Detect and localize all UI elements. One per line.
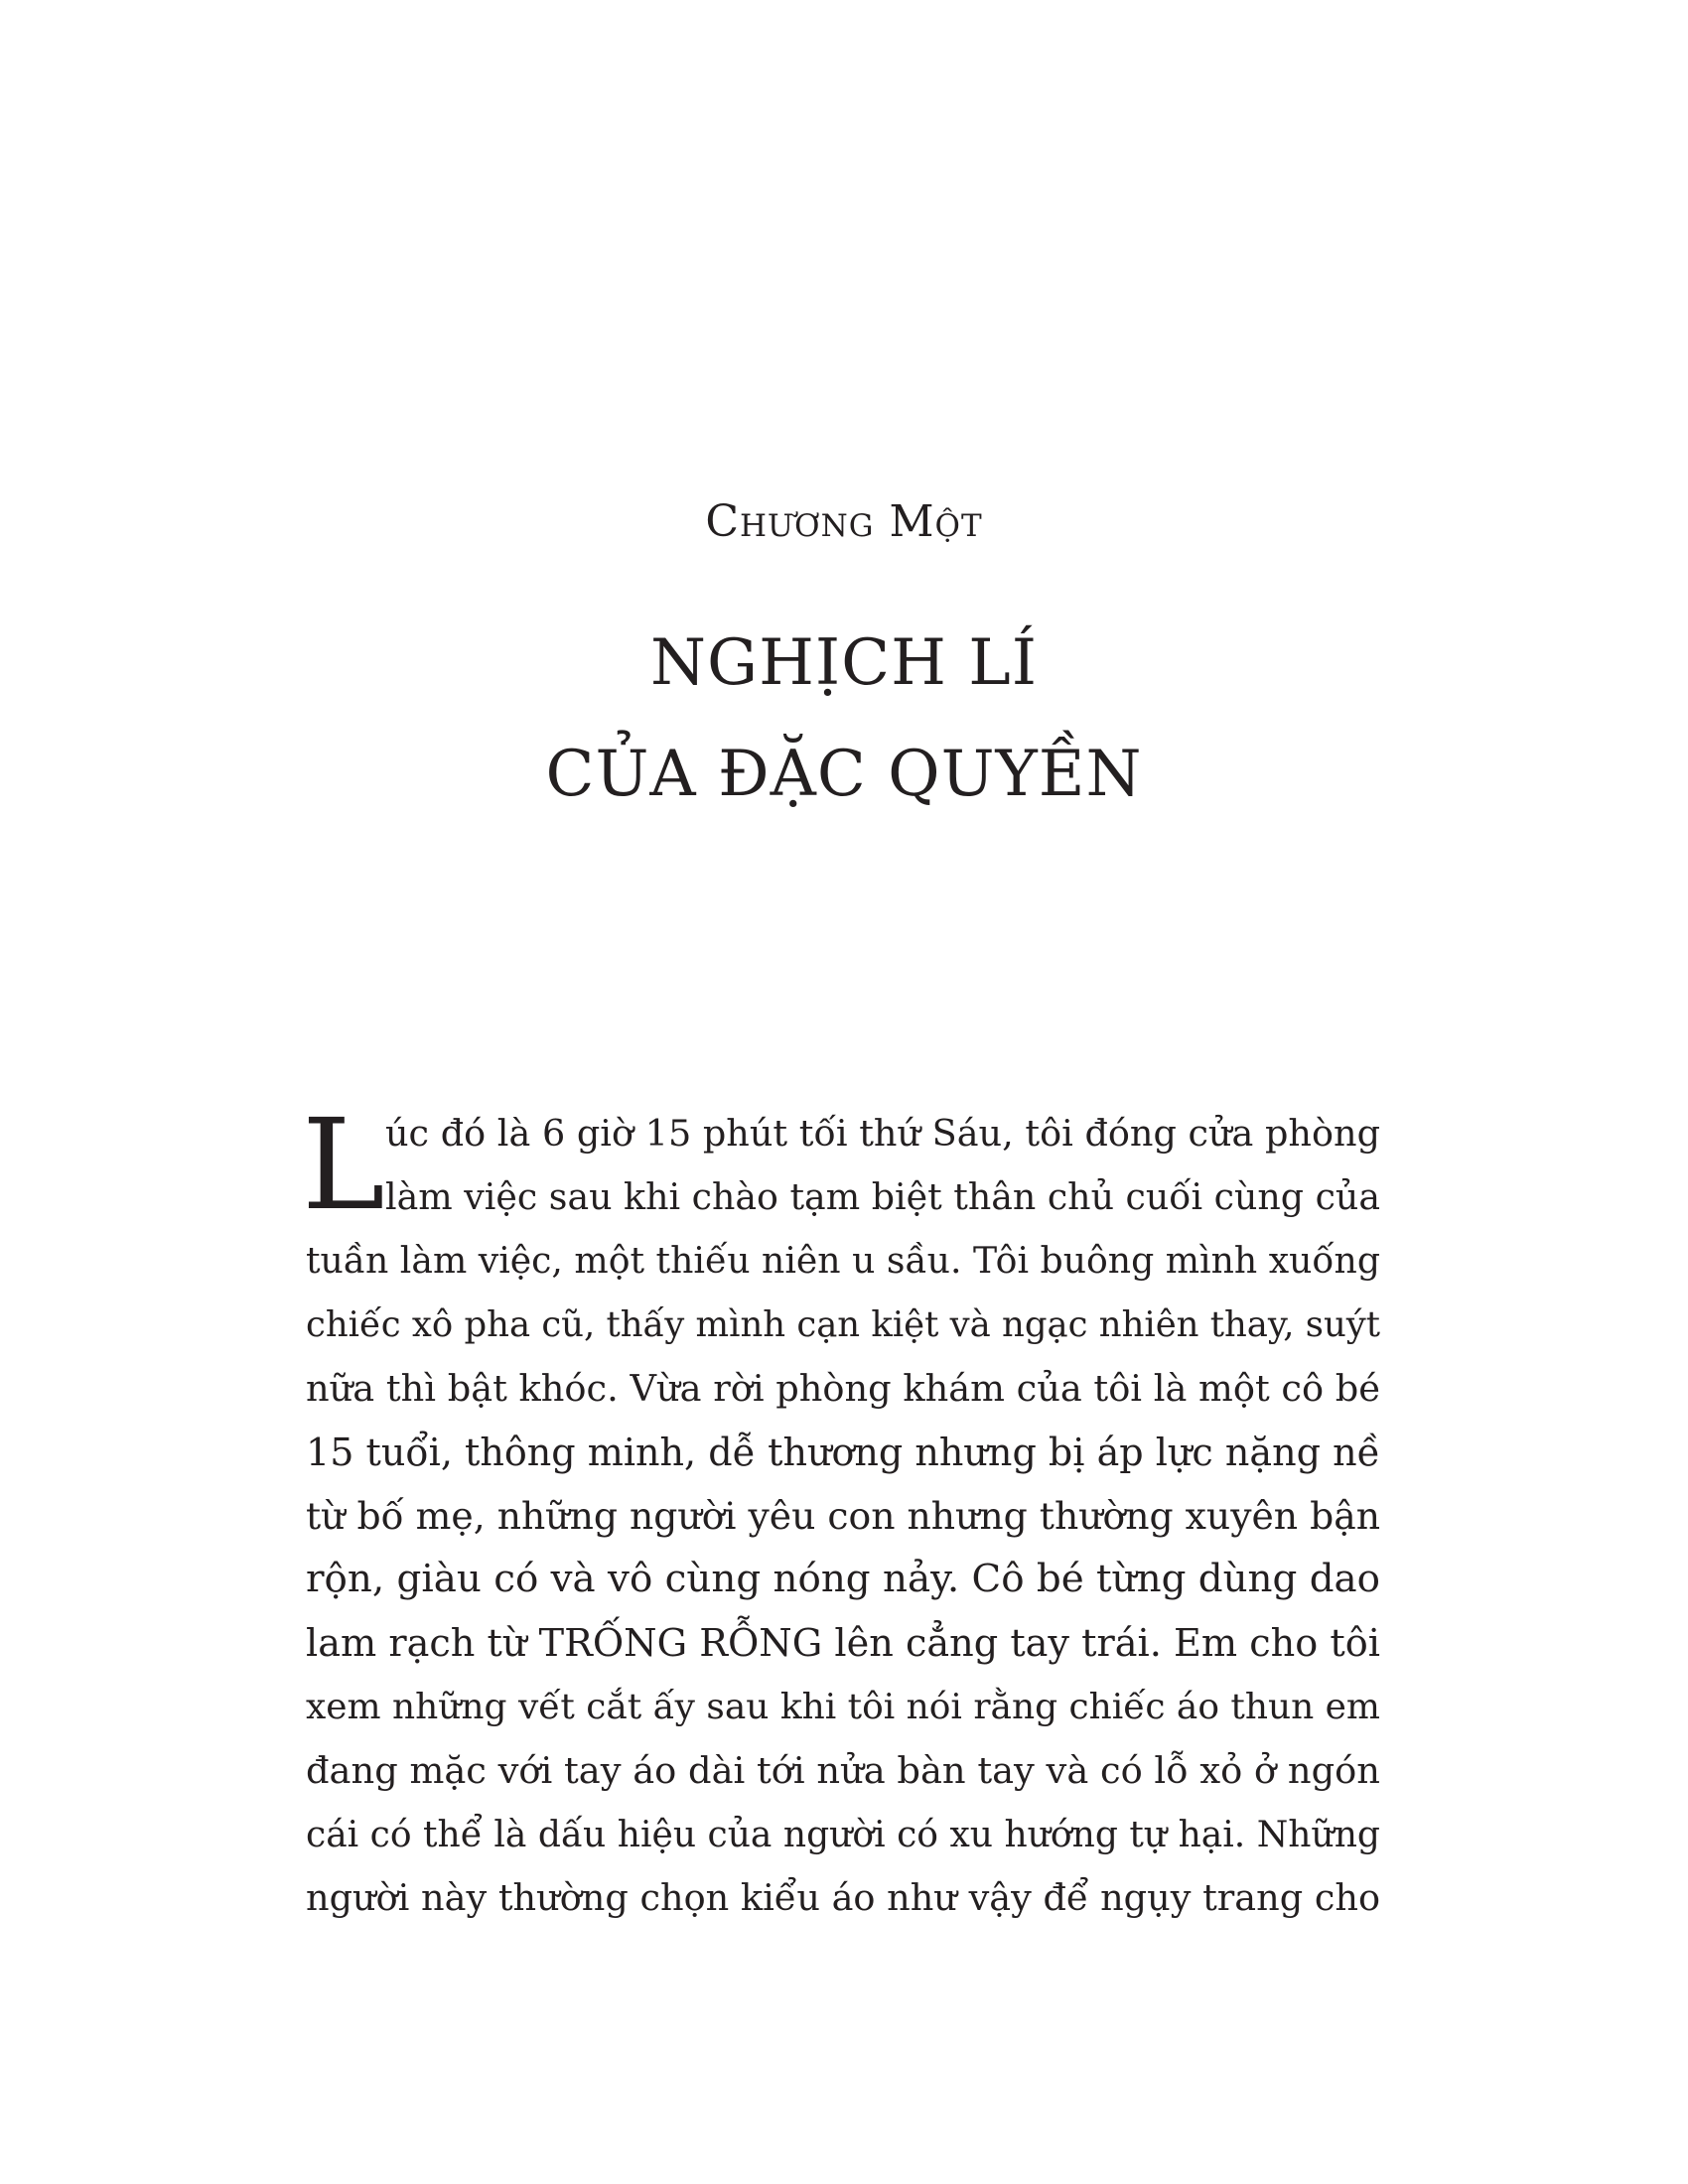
body-line: rộn, giàu có và vô cùng nóng nảy. Cô bé từng dùng dao [306, 1557, 1380, 1602]
body-line: người này thường chọn kiểu áo như vậy để ngụy trang cho [306, 1876, 1380, 1920]
body-line: từ bố mẹ, những người yêu con nhưng thường xuyên bận [306, 1494, 1380, 1539]
body-line: nữa thì bật khóc. Vừa rời phòng khám của tôi là một cô bé [306, 1366, 1380, 1410]
chapter-title [0, 608, 1688, 830]
chapter-label: Chương Một [705, 496, 983, 547]
chapter-title-line-1: NGHỊCH LÍ [649, 626, 1039, 700]
body-line: làm việc sau khi chào tạm biệt thân chủ cuối cùng của [385, 1175, 1380, 1219]
body-text [302, 1092, 1380, 1930]
body-line: úc đó là 6 giờ 15 phút tối thứ Sáu, tôi đóng cửa phòng [385, 1112, 1380, 1155]
chapter-title-line-2: CỦA ĐẶC QUYỀN [545, 738, 1143, 811]
body-line: chiếc xô pha cũ, thấy mình cạn kiệt và ngạc nhiên thay, suýt [306, 1303, 1380, 1345]
body-line: 15 tuổi, thông minh, dễ thương nhưng bị áp lực nặng nề [306, 1430, 1380, 1474]
body-line: tuần làm việc, một thiếu niên u sầu. Tôi buông mình xuống [306, 1239, 1380, 1283]
body-line: xem những vết cắt ấy sau khi tôi nói rằng chiếc áo thun em [306, 1686, 1380, 1727]
body-line: đang mặc với tay áo dài tới nửa bàn tay và có lỗ xỏ ở ngón [306, 1748, 1380, 1792]
body-line: lam rạch từ TRỐNG RỖNG lên cẳng tay trái. Em cho tôi [306, 1621, 1380, 1666]
body-line: cái có thể là dấu hiệu của người có xu hướng tự hại. Những [306, 1814, 1380, 1856]
drop-cap: L [302, 1092, 385, 1238]
